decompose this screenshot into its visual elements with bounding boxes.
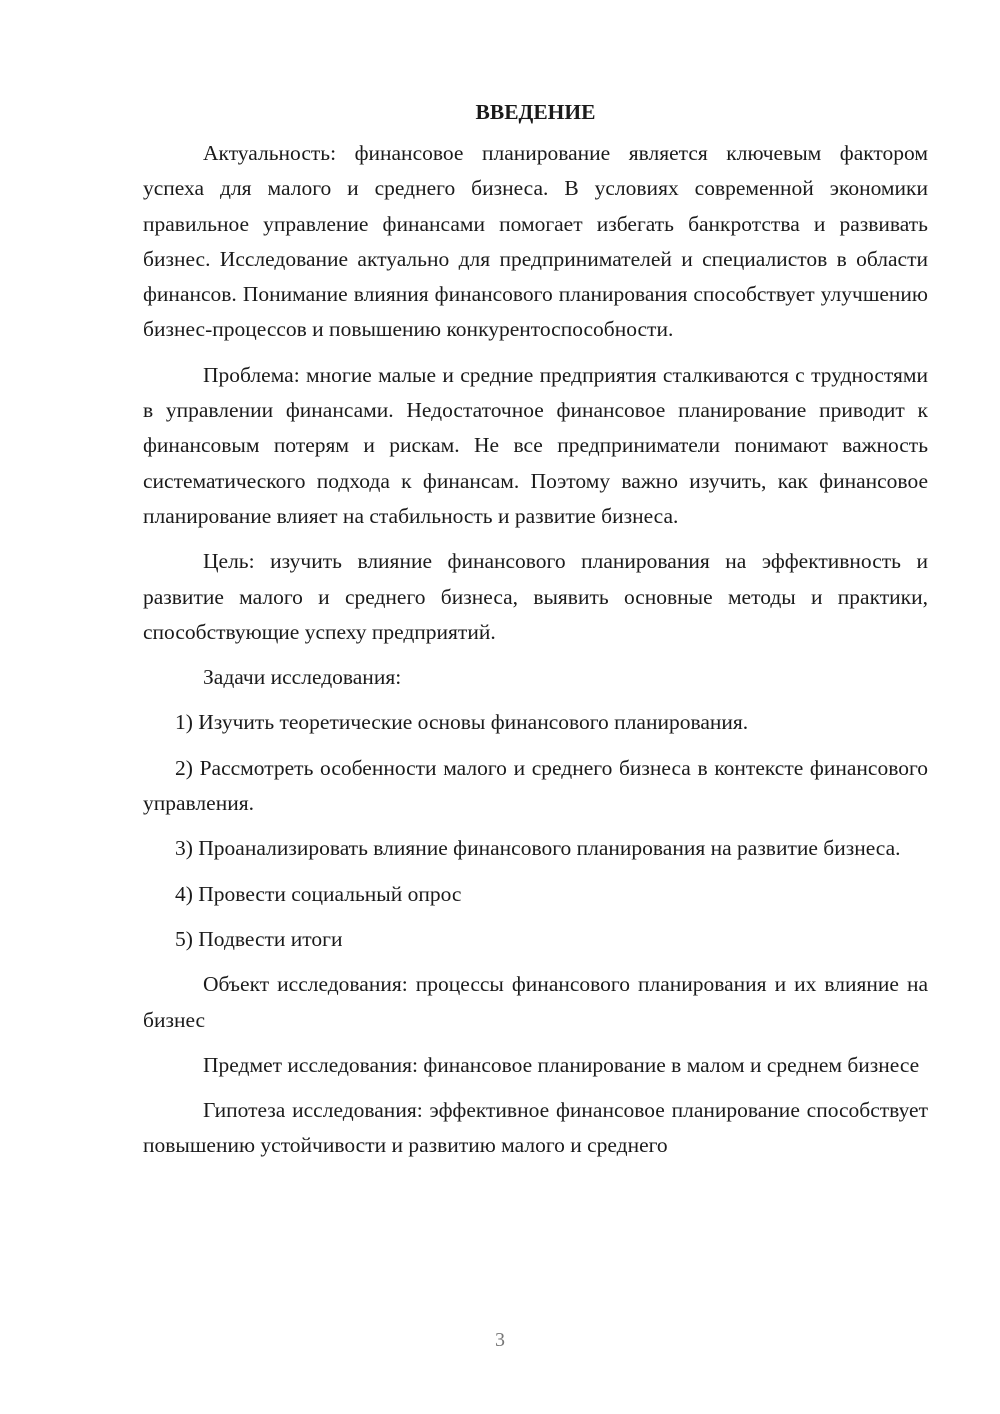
paragraph-subject: Предмет исследования: финансовое планирование в малом и среднем бизнесе — [203, 1052, 920, 1077]
page-content — [143, 95, 928, 1174]
paragraph-problem: Проблема: многие малые и средние предприятия сталкиваются с трудностями в управлении финансами. Недостаточное финансовое планирование приводит к финансовым потерям и рискам. Не все предприниматели понимают важность систематического подхода к финансам. Поэтому важно изучить, как финансовое планирование влияет на стабильность и развитие бизнеса. — [143, 362, 928, 528]
page-number: 3 — [495, 1329, 505, 1351]
task-item-3: 3) Проанализировать влияние финансового планирования на развитие бизнеса. — [175, 836, 901, 861]
task-item-4: 4) Провести социальный опрос — [175, 881, 462, 906]
paragraph-relevance: Актуальность: финансовое планирование является ключевым фактором успеха для малого и среднего бизнеса. В условиях современной экономики правильное управление финансами помогает избегать банкротства и развивать бизнес. Исследование актуально для предпринимателей и специалистов в области финансов. Понимание влияния финансового планирования способствует улучшению бизнес-процессов и повышению конкурентоспособности. — [143, 141, 928, 342]
task-item-1: 1) Изучить теоретические основы финансового планирования. — [175, 710, 749, 735]
task-item-5: 5) Подвести итоги — [175, 926, 343, 951]
tasks-heading: Задачи исследования: — [203, 665, 402, 690]
paragraph-hypothesis: Гипотеза исследования: эффективное финансовое планирование способствует повышению устойчивости и развитию малого и среднего — [143, 1098, 928, 1158]
paragraph-object: Объект исследования: процессы финансового планирования и их влияние на бизнес — [143, 972, 928, 1032]
page-heading: ВВЕДЕНИЕ — [475, 100, 596, 124]
task-item-2: 2) Рассмотреть особенности малого и среднего бизнеса в контексте финансового управления. — [143, 755, 928, 816]
paragraph-goal: Цель: изучить влияние финансового планирования на эффективность и развитие малого и среднего бизнеса, выявить основные методы и практики, способствующие успеху предприятий. — [143, 549, 928, 644]
